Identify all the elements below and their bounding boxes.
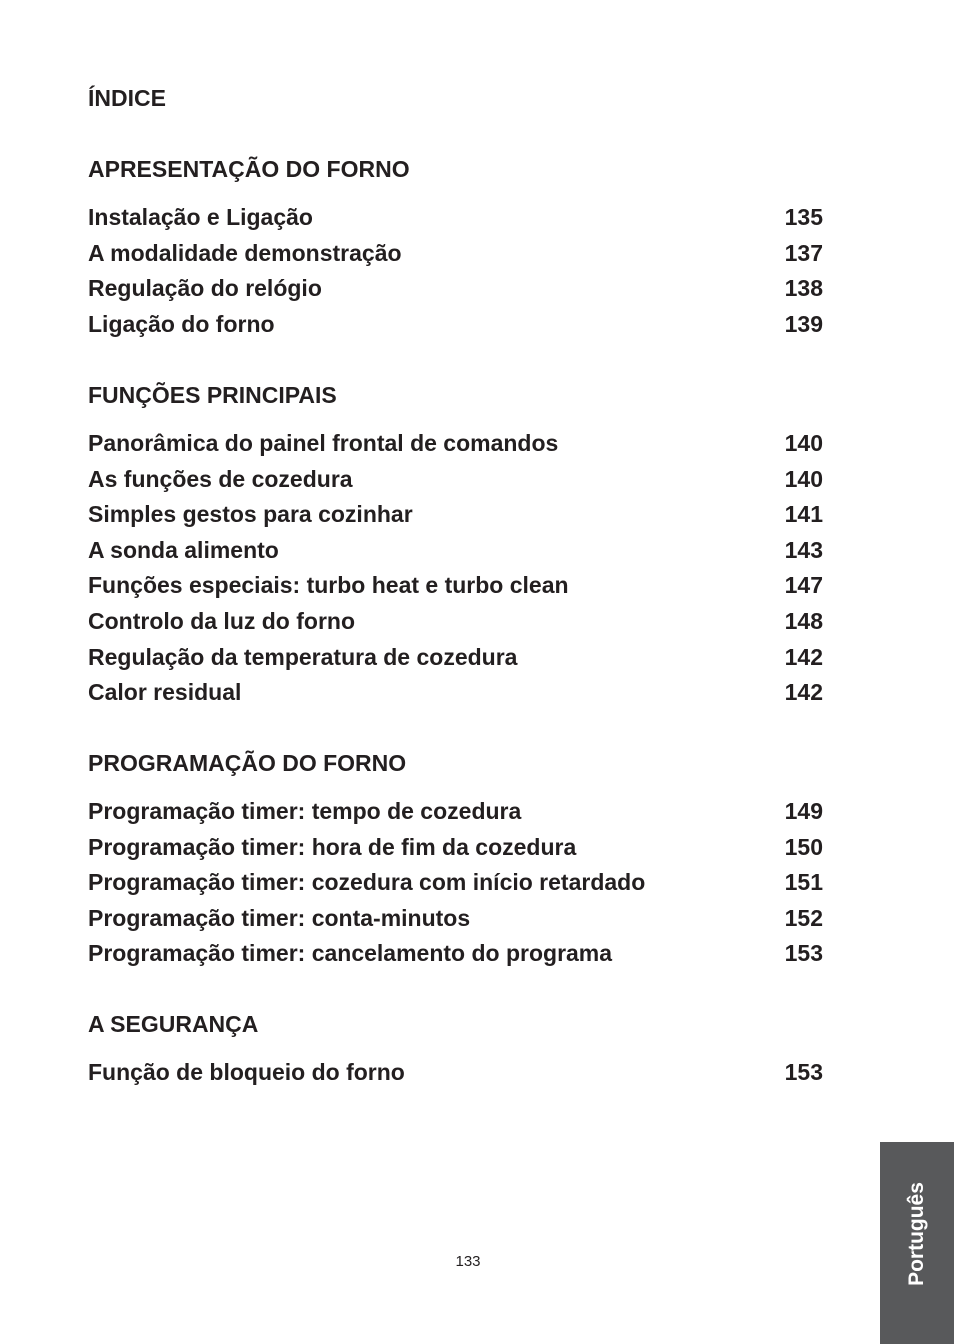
toc-entry-page: 138 [784,275,823,302]
toc-entry-label: Calor residual [88,679,242,706]
toc-entry[interactable] [88,1058,823,1094]
section-heading: APRESENTAÇÃO DO FORNO [88,156,410,182]
toc-entry-page: 135 [784,204,823,230]
section-heading: FUNÇÕES PRINCIPAIS [88,382,337,408]
toc-entry-label: Programação timer: cancelamento do programa [88,940,613,967]
toc-entry[interactable] [88,678,823,714]
toc-entry-label: Controlo da luz do forno [88,607,356,634]
toc-entry-label: Ligação do forno [88,310,275,337]
toc-entry[interactable] [88,310,823,346]
toc-entry[interactable] [88,500,823,536]
language-tab-label: Português [905,1182,928,1286]
toc-entry[interactable] [88,274,823,310]
toc-entry[interactable] [88,429,823,465]
toc-entry-label: Programação timer: hora de fim da cozedura [88,833,577,860]
toc-entry-label: As funções de cozedura [88,465,353,492]
toc-section-seguranca [88,1010,823,1094]
toc-entry[interactable] [88,203,823,239]
toc-entry-label: Função de bloqueio do forno [88,1059,405,1085]
toc-entry[interactable] [88,536,823,572]
toc-entry-page: 137 [784,239,823,266]
toc-entry-page: 150 [784,833,823,860]
toc-entry[interactable] [88,571,823,607]
toc-entry-page: 153 [784,1059,823,1085]
toc-entry-page: 151 [784,869,823,896]
toc-entry-page: 140 [784,430,823,456]
toc-entry-page: 148 [784,607,823,634]
toc-entry[interactable] [88,607,823,643]
toc-entry-label: Regulação da temperatura de cozedura [88,643,518,670]
toc-entry-label: A modalidade demonstração [88,239,402,266]
toc-entry[interactable] [88,239,823,275]
toc-entry[interactable] [88,833,823,869]
toc-entry-page: 152 [784,904,823,931]
section-heading: PROGRAMAÇÃO DO FORNO [88,750,407,776]
toc-entry-label: Programação timer: conta-minutos [88,904,471,931]
page-title: ÍNDICE [88,85,166,111]
section-heading: A SEGURANÇA [88,1011,259,1037]
toc-section-apresentacao [88,155,823,345]
toc-entry-label: Regulação do relógio [88,275,322,302]
toc-entry-page: 142 [784,679,823,706]
toc-entry-label: A sonda alimento [88,536,279,563]
toc-section-funcoes-principais [88,381,823,714]
toc-entry-label: Programação timer: cozedura com início retardado [88,869,646,896]
toc-entry-page: 149 [784,798,823,824]
toc-entry-label: Funções especiais: turbo heat e turbo clean [88,572,569,599]
toc-entry[interactable] [88,643,823,679]
toc-entry-page: 147 [784,572,823,599]
toc-entry[interactable] [88,904,823,940]
toc-entry[interactable] [88,939,823,975]
toc-entry-page: 141 [784,501,823,528]
toc-entry-label: Simples gestos para cozinhar [88,501,413,528]
toc-entry[interactable] [88,465,823,501]
toc-section-programacao [88,749,823,975]
toc-entry-page: 143 [784,536,823,563]
toc-entry[interactable] [88,797,823,833]
toc-entry-label: Instalação e Ligação [88,204,313,230]
toc-entry-page: 153 [784,940,823,967]
toc-entry-page: 142 [784,643,823,670]
page-number: 133 [455,1253,481,1270]
toc-entry[interactable] [88,868,823,904]
toc-entry-page: 139 [784,310,823,337]
toc-entry-page: 140 [784,465,823,492]
language-tab [880,1142,954,1344]
toc-entry-label: Programação timer: tempo de cozedura [88,798,522,824]
toc-entry-label: Panorâmica do painel frontal de comandos [88,430,559,456]
